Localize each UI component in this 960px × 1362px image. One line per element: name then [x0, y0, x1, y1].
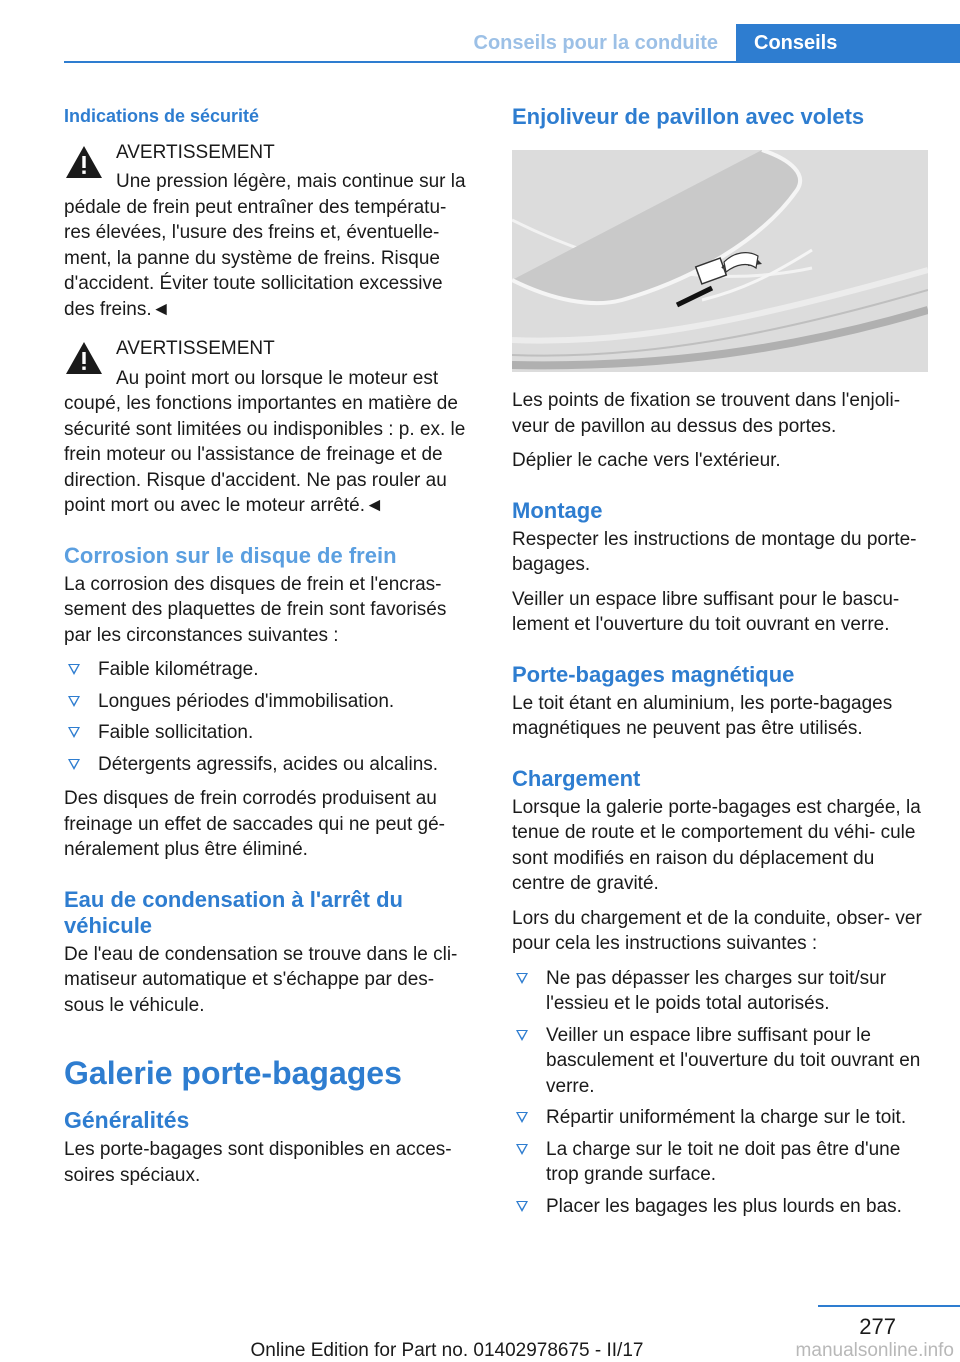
list-item: La charge sur le toit ne doit pas être d'une trop grande surface.: [512, 1137, 928, 1188]
montage-text-1: Respecter les instructions de montage du porte-bagages.: [512, 528, 917, 575]
triangle-bullet-icon: [516, 1112, 528, 1123]
montage-text-2: Veiller un espace libre suffisant pour le bascu- lement et l'ouverture du toit ouvrant en verre.: [512, 588, 900, 635]
chargement-text-1: Lorsque la galerie porte-bagages est chargée, la tenue de route et le comportement du véhi- cule sont modifiés en raison du déplacement du centre de gravité.: [512, 796, 921, 894]
triangle-bullet-icon: [68, 759, 80, 770]
enjoliveur-text-1: Les points de fixation se trouvent dans l'enjoli- veur de pavillon au dessus des portes.: [512, 390, 901, 437]
list-item: Ne pas dépasser les charges sur toit/sur l'essieu et le poids total autorisés.: [512, 966, 928, 1017]
generalites-heading: Généralités: [64, 1107, 190, 1133]
list-item: Veiller un espace libre suffisant pour le basculement et l'ouverture du toit ouvrant en verre.: [512, 1023, 928, 1100]
edition-note: Online Edition for Part no. 01402978675 - II/17: [250, 1340, 644, 1361]
current-tab: Conseils: [736, 24, 960, 62]
end-mark: ◄: [151, 298, 171, 320]
warning-icon: [64, 144, 104, 180]
page-number: 277: [859, 1314, 896, 1339]
list-item: Placer les bagages les plus lourds en bas.: [512, 1194, 928, 1220]
list-item: Faible kilométrage.: [64, 657, 478, 683]
page-header: [0, 0, 960, 62]
corrosion-outro: Des disques de frein corrodés produisent au freinage un effet de saccades qui ne peut gé- néralement plus être éliminé.: [64, 788, 445, 860]
triangle-bullet-icon: [68, 696, 80, 707]
footer-rule: [818, 1305, 960, 1307]
warning-icon: [64, 340, 104, 376]
page-footer: [0, 1300, 960, 1362]
warning-title: AVERTISSEMENT: [116, 338, 275, 359]
warning-text: Une pression légère, mais continue sur la pédale de frein peut entraîner des températu- res élevées, l'usure des freins et, éventuelle- ment, la panne du système de freins. Risque d'accident. Éviter toute sollicitation excessive des freins.: [64, 171, 466, 320]
list-item: Longues périodes d'immobilisation.: [64, 689, 478, 715]
warning-block-1: [64, 140, 478, 323]
roof-trim-illustration: [512, 150, 928, 372]
warning-text: Au point mort ou lorsque le moteur est coupé, les fonctions importantes en matière de sécurité sont limitées ou indisponibles : p. ex. le frein moteur ou l'assistance de freinage et de direction. Risque d'accident. Ne pas rouler au point mort ou avec le moteur arrêté.: [64, 367, 466, 516]
galerie-heading: Galerie porte-bagages: [64, 1055, 402, 1091]
watermark: manualsonline.info: [795, 1340, 954, 1361]
enjoliveur-heading: Enjoliveur de pavillon avec volets: [512, 104, 865, 129]
right-column: [512, 100, 928, 1228]
warning-title: AVERTISSEMENT: [116, 141, 275, 163]
triangle-bullet-icon: [68, 727, 80, 738]
enjoliveur-text-2: Déplier le cache vers l'extérieur.: [512, 450, 781, 471]
magnetique-heading: Porte-bagages magnétique: [512, 661, 795, 687]
triangle-bullet-icon: [68, 664, 80, 675]
header-rule: [64, 61, 960, 63]
triangle-bullet-icon: [516, 1201, 528, 1212]
magnetique-text: Le toit étant en aluminium, les porte-bagages magnétiques ne peuvent pas être utilisés.: [512, 692, 893, 739]
montage-heading: Montage: [512, 497, 603, 523]
triangle-bullet-icon: [516, 1144, 528, 1155]
chargement-heading: Chargement: [512, 765, 641, 791]
chargement-text-2: Lors du chargement et de la conduite, obser- ver pour cela les instructions suivantes :: [512, 907, 922, 954]
corrosion-intro: La corrosion des disques de frein et l'encras- sement des plaquettes de frein sont favorisés par les circonstances suivantes :: [64, 573, 447, 646]
chargement-list: [512, 966, 928, 1220]
generalites-text: Les porte-bagages sont disponibles en acces- soires spéciaux.: [64, 1139, 452, 1186]
warning-block-2: [64, 336, 478, 519]
left-column: [64, 100, 478, 1197]
corrosion-list: [64, 657, 478, 777]
triangle-bullet-icon: [516, 1030, 528, 1041]
section-tab: Conseils pour la conduite: [473, 32, 718, 54]
list-item: Détergents agressifs, acides ou alcalins.: [64, 752, 478, 778]
safety-heading: Indications de sécurité: [64, 106, 260, 126]
condensation-text: De l'eau de condensation se trouve dans le cli- matiseur automatique et s'échappe par des- sous le véhicule.: [64, 943, 458, 1016]
end-mark: ◄: [364, 495, 384, 516]
list-item: Faible sollicitation.: [64, 720, 478, 746]
list-item: Répartir uniformément la charge sur le toit.: [512, 1105, 928, 1131]
condensation-heading: Eau de condensation à l'arrêt du véhicule: [64, 886, 403, 938]
triangle-bullet-icon: [516, 973, 528, 984]
corrosion-heading: Corrosion sur le disque de frein: [64, 542, 397, 568]
